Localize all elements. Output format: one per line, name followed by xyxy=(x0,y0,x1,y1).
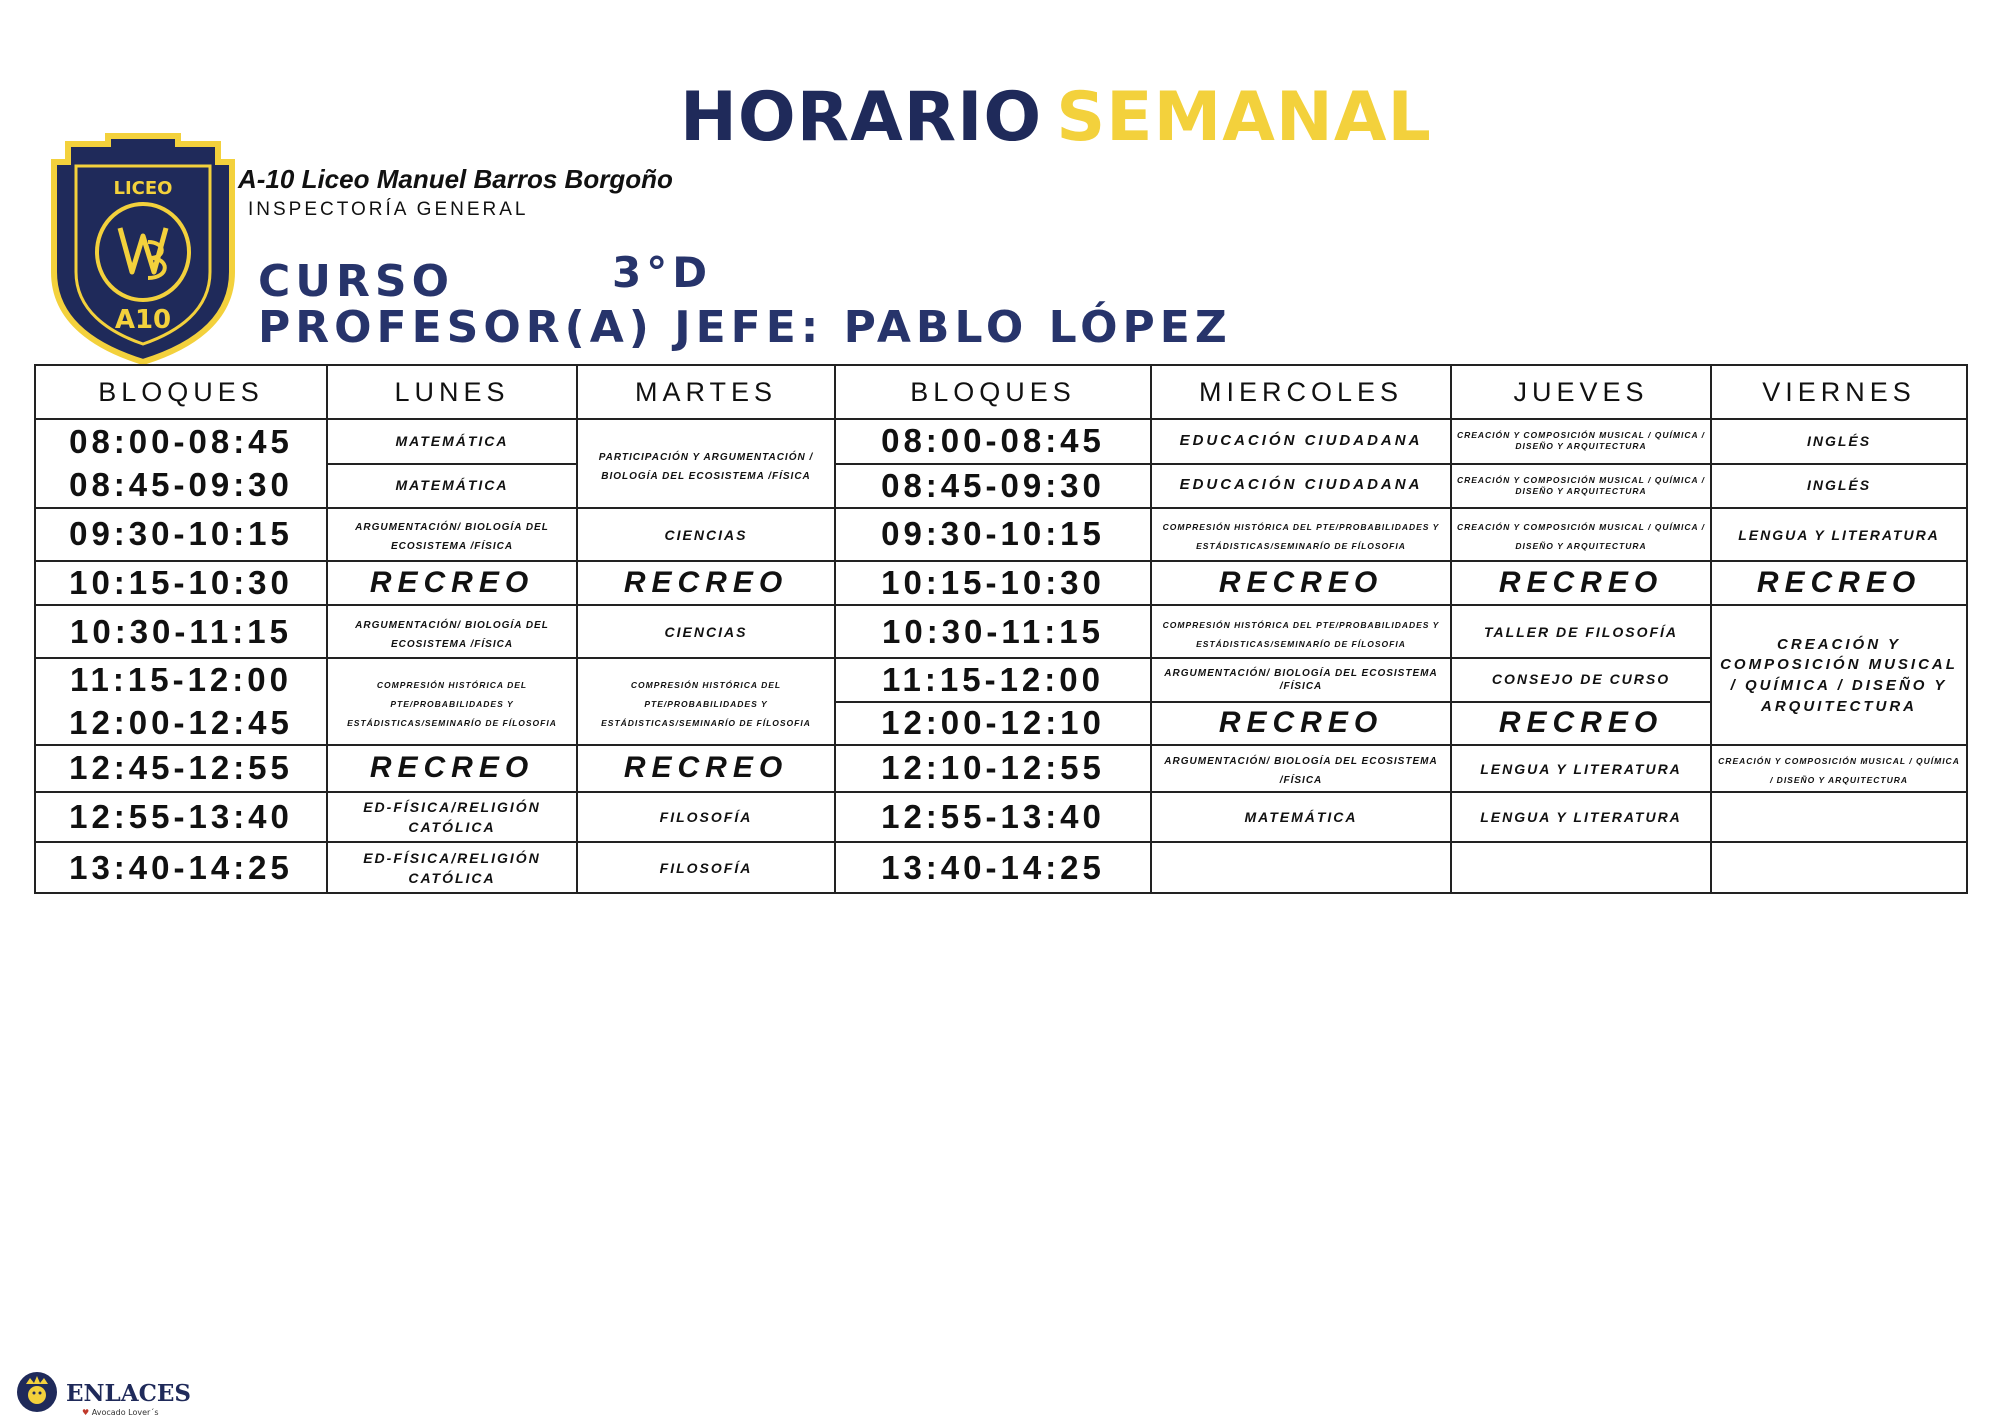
subject-label: MATEMÁTICA xyxy=(395,432,509,449)
time-label: 09:30-10:15 xyxy=(881,515,1105,553)
time-cell xyxy=(835,508,1151,561)
time-label: 13:40-14:25 xyxy=(881,848,1105,886)
time-label: 11:15-12:00 xyxy=(70,661,292,699)
miercoles-cell xyxy=(1151,842,1451,893)
table-row xyxy=(35,419,1967,508)
martes-cell xyxy=(577,561,835,606)
viernes-cell xyxy=(1711,508,1967,561)
viernes-cell xyxy=(1711,561,1967,606)
time-label: 08:45-09:30 xyxy=(69,466,293,504)
col-header-miercoles: MIERCOLES xyxy=(1151,365,1451,419)
col-header-martes: MARTES xyxy=(577,365,835,419)
lunes-cell xyxy=(327,419,577,508)
table-row xyxy=(35,792,1967,843)
miercoles-cell xyxy=(1151,745,1451,792)
col-header-viernes: VIERNES xyxy=(1711,365,1967,419)
school-logo xyxy=(48,132,238,364)
subject-label: INGLÉS xyxy=(1806,477,1872,494)
school-name: A-10 Liceo Manuel Barros Borgoño xyxy=(238,164,673,194)
time-label: 08:45-09:30 xyxy=(881,466,1105,504)
martes-cell xyxy=(577,842,835,893)
recreo-label: RECREO xyxy=(1218,706,1384,740)
subject-label: CIENCIAS xyxy=(664,526,748,543)
lunes-cell xyxy=(327,561,577,606)
title-part-2: SEMANAL xyxy=(1056,78,1432,157)
subject-label: COMPRESIÓN HISTÓRICA DEL PTE/PROBABILIDADES Y ESTÁDISTICAS/SEMINARÍO DE FÍLOSOFIA xyxy=(601,680,811,729)
subject-label: CONSEJO DE CURSO xyxy=(1491,671,1671,688)
time-cell xyxy=(835,792,1151,843)
subject-label: ARGUMENTACIÓN/ BIOLOGÍA DEL ECOSISTEMA /FÍSICA xyxy=(1164,756,1438,787)
time-label: 10:15-10:30 xyxy=(881,564,1105,602)
enlaces-tagline: ♥ Avocado Lover´s xyxy=(82,1408,159,1417)
schedule-table xyxy=(34,364,1968,894)
recreo-label: RECREO xyxy=(369,566,535,600)
enlaces-brand: ENLACES xyxy=(66,1380,192,1407)
viernes-cell xyxy=(1711,605,1967,745)
title-part-1: HORARIO xyxy=(680,78,1043,157)
lunes-cell xyxy=(327,508,577,561)
time-label: 12:10-12:55 xyxy=(881,749,1105,787)
table-row xyxy=(35,658,1967,745)
subject-label: FILOSOFÍA xyxy=(659,809,753,826)
jueves-cell xyxy=(1451,745,1711,792)
recreo-label: RECREO xyxy=(1218,566,1384,600)
viernes-cell xyxy=(1711,842,1967,893)
jueves-cell xyxy=(1451,658,1711,745)
subject-label: MATEMÁTICA xyxy=(1244,809,1358,826)
time-cell xyxy=(35,561,327,606)
time-cell xyxy=(35,745,327,792)
lunes-cell xyxy=(327,658,577,745)
table-row xyxy=(35,561,1967,606)
subject-label: PARTICIPACIÓN Y ARGUMENTACIÓN / BIOLOGÍA DEL ECOSISTEMA /FÍSICA xyxy=(598,451,814,482)
recreo-label: RECREO xyxy=(1498,706,1664,740)
time-label: 10:30-11:15 xyxy=(882,612,1104,650)
jueves-cell xyxy=(1451,561,1711,606)
jueves-cell xyxy=(1451,508,1711,561)
time-label: 12:00-12:10 xyxy=(881,704,1105,742)
time-label: 10:30-11:15 xyxy=(70,612,292,650)
subject-label: INGLÉS xyxy=(1806,432,1872,449)
time-label: 08:00-08:45 xyxy=(69,422,293,460)
viernes-cell xyxy=(1711,745,1967,792)
miercoles-cell xyxy=(1151,561,1451,606)
time-label: 11:15-12:00 xyxy=(882,660,1104,698)
col-header-bloques-left: BLOQUES xyxy=(35,365,327,419)
viernes-cell xyxy=(1711,792,1967,843)
martes-cell xyxy=(577,658,835,745)
time-label: 10:15-10:30 xyxy=(69,564,293,602)
time-label: 12:55-13:40 xyxy=(69,797,293,835)
time-cell xyxy=(35,842,327,893)
curso-label: CURSO xyxy=(258,256,454,307)
time-cell xyxy=(835,561,1151,606)
time-label: 13:40-14:25 xyxy=(69,848,293,886)
subject-label: EDUCACIÓN CIUDADANA xyxy=(1179,476,1423,494)
subject-label: TALLER DE FILOSOFÍA xyxy=(1483,623,1679,640)
subject-label: FILOSOFÍA xyxy=(659,859,753,876)
recreo-label: RECREO xyxy=(623,566,789,600)
subject-label: CREACIÓN Y COMPOSICIÓN MUSICAL / QUÍMICA / DISEÑO Y ARQUITECTURA xyxy=(1456,522,1706,552)
miercoles-cell xyxy=(1151,605,1451,658)
lunes-cell xyxy=(327,842,577,893)
subject-label: CREACIÓN Y COMPOSICIÓN MUSICAL / QUÍMICA / DISEÑO Y ARQUITECTURA xyxy=(1720,635,1958,715)
miercoles-cell xyxy=(1151,508,1451,561)
time-label: 12:55-13:40 xyxy=(881,797,1105,835)
subject-label: ED-FÍSICA/RELIGIÓN CATÓLICA xyxy=(363,799,541,835)
subject-label: CREACIÓN Y COMPOSICIÓN MUSICAL / QUÍMICA / DISEÑO Y ARQUITECTURA xyxy=(1718,756,1960,786)
martes-cell xyxy=(577,605,835,658)
enlaces-lion-icon xyxy=(10,1370,64,1414)
subject-label: COMPRESIÓN HISTÓRICA DEL PTE/PROBABILIDADES Y ESTÁDISTICAS/SEMINARÍO DE FÍLOSOFIA xyxy=(1162,619,1440,649)
enlaces-tagline-text: Avocado Lover´s xyxy=(91,1408,159,1417)
subject-label: ED-FÍSICA/RELIGIÓN CATÓLICA xyxy=(363,850,541,886)
martes-cell xyxy=(577,745,835,792)
subject-label: CIENCIAS xyxy=(664,623,748,640)
header-row xyxy=(35,365,1967,419)
subject-label: CREACIÓN Y COMPOSICIÓN MUSICAL / QUÍMICA / DISEÑO Y ARQUITECTURA xyxy=(1456,430,1706,452)
time-cell xyxy=(35,658,327,745)
table-row xyxy=(35,745,1967,792)
time-label: 09:30-10:15 xyxy=(69,515,293,553)
time-cell xyxy=(835,419,1151,508)
time-label: 12:00-12:45 xyxy=(69,703,293,741)
subject-label: MATEMÁTICA xyxy=(395,477,509,494)
col-header-jueves: JUEVES xyxy=(1451,365,1711,419)
time-cell xyxy=(35,419,327,508)
time-label: 08:00-08:45 xyxy=(881,422,1105,460)
time-cell xyxy=(35,605,327,658)
subject-label: ARGUMENTACIÓN/ BIOLOGÍA DEL ECOSISTEMA /FÍSICA xyxy=(355,619,549,650)
recreo-label: RECREO xyxy=(1498,566,1664,600)
miercoles-cell xyxy=(1151,792,1451,843)
recreo-label: RECREO xyxy=(1756,566,1922,600)
table-row xyxy=(35,508,1967,561)
logo-text-bottom: A10 xyxy=(114,305,172,335)
miercoles-cell xyxy=(1151,658,1451,745)
jueves-cell xyxy=(1451,419,1711,508)
col-header-lunes: LUNES xyxy=(327,365,577,419)
subject-label: ARGUMENTACIÓN/ BIOLOGÍA DEL ECOSISTEMA /FÍSICA xyxy=(355,522,549,553)
subject-label: LENGUA Y LITERATURA xyxy=(1480,809,1682,826)
table-row xyxy=(35,842,1967,893)
recreo-label: RECREO xyxy=(369,751,535,785)
miercoles-cell xyxy=(1151,419,1451,508)
time-label: 12:45-12:55 xyxy=(69,749,293,787)
time-cell xyxy=(35,508,327,561)
subject-label: COMPRESIÓN HISTÓRICA DEL PTE/PROBABILIDADES Y ESTÁDISTICAS/SEMINARÍO DE FÍLOSOFIA xyxy=(1162,522,1440,552)
lunes-cell xyxy=(327,792,577,843)
time-cell xyxy=(835,842,1151,893)
time-cell xyxy=(35,792,327,843)
table-row xyxy=(35,605,1967,658)
lunes-cell xyxy=(327,745,577,792)
profesor-jefe: PROFESOR(A) JEFE: PABLO LÓPEZ xyxy=(258,302,1232,353)
jueves-cell xyxy=(1451,605,1711,658)
subject-label: CREACIÓN Y COMPOSICIÓN MUSICAL / QUÍMICA / DISEÑO Y ARQUITECTURA xyxy=(1456,474,1706,496)
jueves-cell xyxy=(1451,792,1711,843)
jueves-cell xyxy=(1451,842,1711,893)
martes-cell xyxy=(577,508,835,561)
school-subtitle: INSPECTORÍA GENERAL xyxy=(248,199,529,220)
col-header-bloques-right: BLOQUES xyxy=(835,365,1151,419)
time-cell xyxy=(835,605,1151,658)
subject-label: LENGUA Y LITERATURA xyxy=(1480,760,1682,777)
subject-label: EDUCACIÓN CIUDADANA xyxy=(1179,431,1423,449)
martes-cell xyxy=(577,419,835,508)
time-cell xyxy=(835,745,1151,792)
martes-cell xyxy=(577,792,835,843)
time-cell xyxy=(835,658,1151,745)
page-title xyxy=(680,78,1440,157)
subject-label: COMPRESIÓN HISTÓRICA DEL PTE/PROBABILIDADES Y ESTÁDISTICAS/SEMINARÍO DE FÍLOSOFIA xyxy=(347,680,557,729)
recreo-label: RECREO xyxy=(623,751,789,785)
subject-label: ARGUMENTACIÓN/ BIOLOGÍA DEL ECOSISTEMA /FÍSICA xyxy=(1164,667,1438,692)
lunes-cell xyxy=(327,605,577,658)
curso-value: 3°D xyxy=(612,248,713,297)
logo-text-top: LICEO xyxy=(113,178,173,199)
subject-label: LENGUA Y LITERATURA xyxy=(1738,526,1940,543)
viernes-cell xyxy=(1711,419,1967,508)
